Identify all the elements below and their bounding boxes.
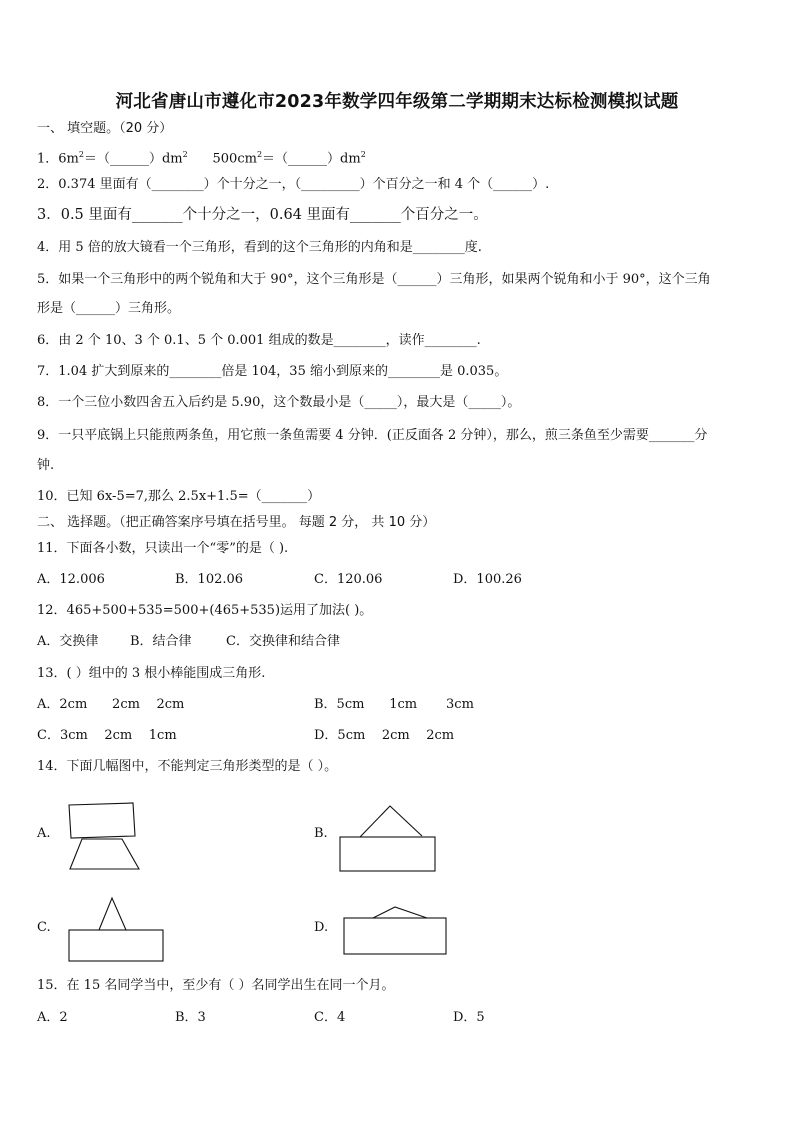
question-13-stem: 13．( ）组中的 3 根小棒能围成三角形.: [37, 666, 266, 681]
fig-a-tilted-rectangle: [69, 803, 135, 838]
q15-option-d: D．5: [453, 1010, 485, 1025]
fig-d-rectangle: [344, 918, 446, 954]
question-14-stem: 14．下面几幅图中，不能判定三角形类型的是（ ）。: [37, 759, 338, 774]
fig-d-triangle-apex: [373, 907, 427, 918]
question-9-line-2: 钟.: [37, 458, 55, 473]
q15-option-b: B．3: [175, 1010, 206, 1025]
q11-option-a: A．12.006: [37, 572, 105, 587]
q12-option-c: C．交换律和结合律: [226, 634, 340, 649]
q14-figure-c: [65, 895, 170, 965]
fig-b-rectangle: [340, 837, 435, 871]
q14-label-c: C.: [37, 920, 51, 935]
q13-option-b: B．5cm 1cm 3cm: [314, 697, 474, 712]
q11-option-b: B．102.06: [175, 572, 244, 587]
q14-label-d: D.: [314, 920, 329, 935]
question-10: 10．已知 6x-5=7,那么 2.5x+1.5=（_______）: [37, 489, 321, 504]
q11-option-c: C．120.06: [314, 572, 383, 587]
q13-option-a: A．2cm 2cm 2cm: [37, 697, 185, 712]
q13-option-c: C．3cm 2cm 1cm: [37, 728, 177, 743]
section-2-header: 二、 选择题。（把正确答案序号填在括号里。 每题 2 分， 共 10 分）: [37, 515, 436, 530]
question-3: 3．0.5 里面有_______个十分之一，0.64 里面有_______个百分之一。: [37, 207, 488, 223]
q13-option-d: D．5cm 2cm 2cm: [314, 728, 455, 743]
q1-sup-2: 2: [182, 150, 188, 159]
fig-c-rectangle: [69, 930, 163, 961]
q1-part-d: ＝（______）dm: [262, 151, 361, 167]
question-6: 6．由 2 个 10、3 个 0.1、5 个 0.001 组成的数是________，读作________.: [37, 333, 481, 348]
question-8: 8．一个三位小数四舍五入后约是 5.90，这个数最小是（_____），最大是（_____）。: [37, 395, 521, 410]
q1-part-c: 500cm: [187, 151, 257, 167]
question-15-stem: 15．在 15 名同学当中，至少有（ ）名同学出生在同一个月。: [37, 978, 395, 993]
q15-option-c: C．4: [314, 1010, 346, 1025]
q12-option-a: A．交换律: [37, 634, 99, 649]
question-1: [37, 147, 366, 167]
question-5-line-1: 5．如果一个三角形中的两个锐角和大于 90°，这个三角形是（______）三角形，如果两个锐角和小于 90°，这个三角: [37, 272, 711, 287]
q1-sup-4: 2: [360, 150, 366, 159]
question-11-stem: 11．下面各小数，只读出一个“零”的是（ ).: [37, 541, 289, 556]
q12-option-b: B．结合律: [130, 634, 192, 649]
fig-b-triangle-apex: [360, 806, 422, 837]
q14-label-a: A.: [37, 826, 51, 841]
q1-part-a: 1．6m: [37, 151, 79, 167]
q1-sup-1: 2: [78, 150, 84, 159]
fig-c-triangle-apex: [99, 898, 126, 930]
question-12-stem: 12．465+500+535=500+(465+535)运用了加法( )。: [37, 603, 373, 618]
question-9-line-1: 9．一只平底锅上只能煎两条鱼，用它煎一条鱼需要 4 分钟．(正反面各 2 分钟），那么，煎三条鱼至少需要_______分: [37, 428, 708, 443]
q14-figure-d: [340, 902, 450, 960]
section-1-header: 一、 填空题。（20 分）: [37, 121, 173, 136]
q14-figure-b: [335, 803, 445, 875]
q1-part-b: ＝（______）dm: [83, 151, 183, 167]
page-title: 河北省唐山市遵化市2023年数学四年级第二学期期末达标检测模拟试题: [115, 92, 679, 112]
q11-option-d: D．100.26: [453, 572, 522, 587]
q1-sup-3: 2: [256, 150, 263, 159]
question-4: 4．用 5 倍的放大镜看一个三角形，看到的这个三角形的内角和是________度.: [37, 240, 482, 255]
question-2: 2．0.374 里面有（________）个十分之一，（_________）个百分之一和 4 个（______）.: [37, 177, 550, 192]
q15-option-a: A．2: [37, 1010, 68, 1025]
question-5-line-2: 形是（______）三角形。: [37, 301, 181, 316]
fig-a-trapezoid: [70, 839, 139, 869]
q14-label-b: B.: [314, 826, 328, 841]
question-7: 7．1.04 扩大到原来的________倍是 104，35 缩小到原来的________是 0.035。: [37, 364, 508, 379]
q14-figure-a: [60, 802, 150, 872]
